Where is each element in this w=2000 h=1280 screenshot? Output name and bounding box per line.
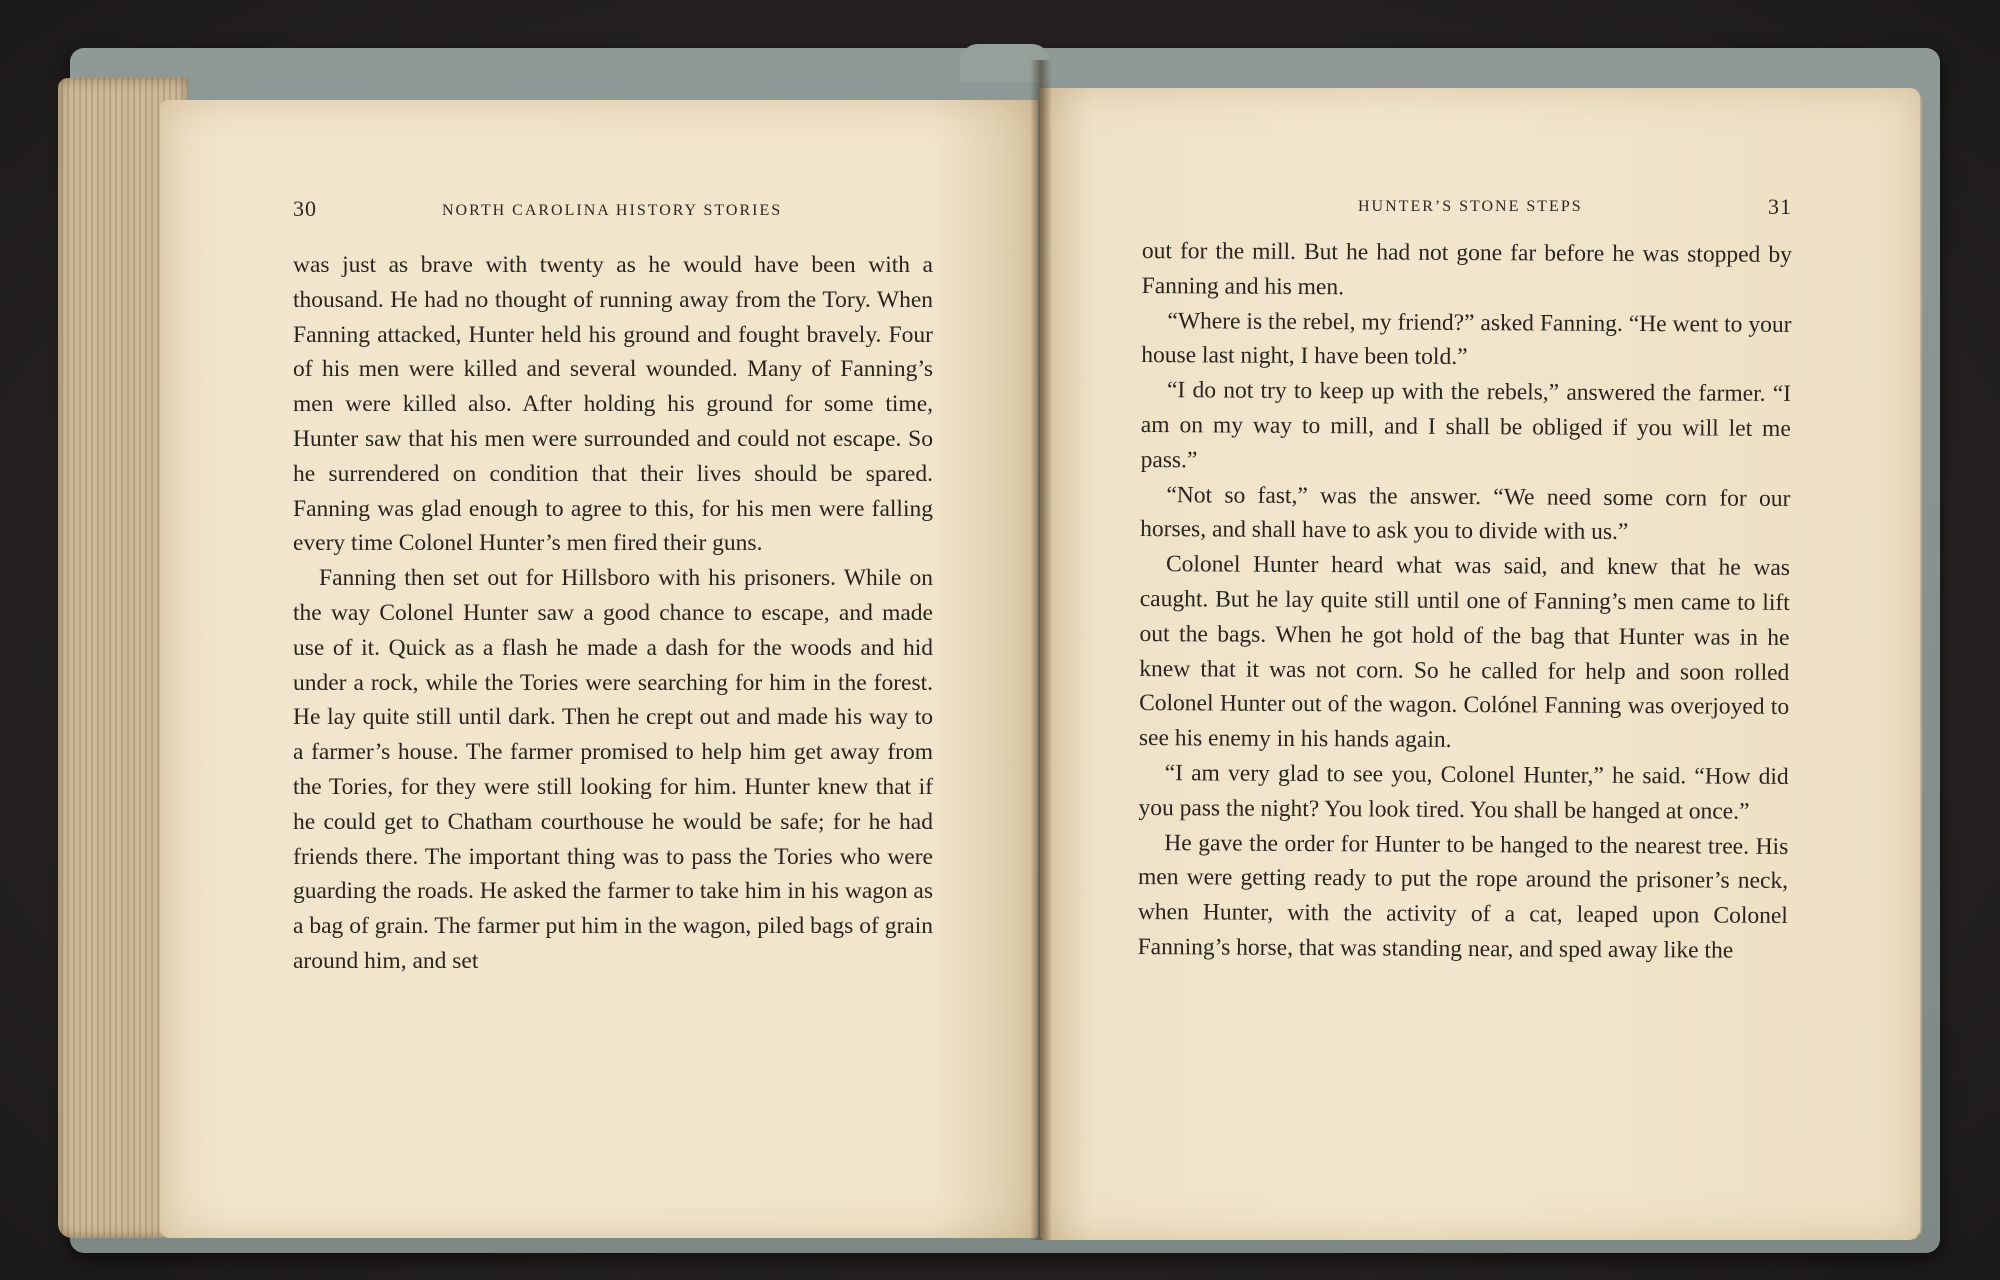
right-paragraph: He gave the order for Hunter to be hanged to the nearest tree. His men were getting ready to put the rope around the prisoner’s neck, when Hunter, with the activity of a cat, leaped upon Colonel Fanning’s horse, that was standing near, and sped away like the [1137, 829, 1789, 964]
right-page [1040, 88, 1920, 1240]
right-paragraph: “Not so fast,” was the answer. “We need some corn for our horses, and shall have to ask you to divide with us.” [1140, 481, 1791, 546]
left-page [160, 100, 1038, 1238]
book-gutter [1030, 60, 1052, 1240]
right-paragraph: “I do not try to keep up with the rebels,” answered the farmer. “I am on my way to mill, and I shall be obliged if you will let me pass.” [1140, 377, 1792, 474]
right-paragraph: “Where is the rebel, my friend?” asked Fanning. “He went to your house last night, I have been told.” [1141, 307, 1792, 371]
left-page-number: 30 [293, 196, 317, 221]
left-paragraph: Fanning then set out for Hillsboro with his prisoners. While on the way Colonel Hunter saw a good chance to escape, and made use of it. Quick as a flash he made a dash for the woods and hid under a rock, while the Tories were searching for him in the forest. He lay quite still until dark. Then he crept out and made his way to a farmer’s house. The farmer promised to help him get away from the Tories, for they were still looking for him. Hunter knew that if he could get to Chatham courthouse he would be safe; for he had friends there. The important thing was to pass the Tories who were guarding the roads. He asked the farmer to take him in his wagon as a bag of grain. The farmer put him in the wagon, piled bags of grain around him, and set [293, 565, 933, 974]
right-paragraph: Colonel Hunter heard what was said, and knew that he was caught. But he lay quite still until one of Fanning’s men came to lift out the bags. When he got hold of the bag that Hunter was in he knew that it was not corn. So he called for help and soon rolled Colonel Hunter out of the wagon. Colónel Fanning was overjoyed to see his enemy in his hands again. [1138, 551, 1791, 754]
left-paragraph: was just as brave with twenty as he would have been with a thousand. He had no thought of running away from the Tory. When Fanning attacked, Hunter held his ground and fought bravely. Four of his men were killed and several wounded. Many of Fanning’s men were killed also. After holding his ground for some time, Hunter saw that his men were surrounded and could not escape. So he surrendered on condition that their lives should be spared. Fanning was glad enough to agree to this, for his men were falling every time Colonel Hunter’s men fired their guns. [293, 252, 933, 557]
left-page-body [293, 248, 933, 979]
right-running-head: HUNTER’S STONE STEPS [1358, 198, 1583, 215]
left-running-head: NORTH CAROLINA HISTORY STORIES [442, 202, 783, 219]
right-paragraph: out for the mill. But he had not gone far before he was stopped by Fanning and his men. [1141, 237, 1792, 301]
right-page-number: 31 [1768, 194, 1792, 219]
right-paragraph: “I am very glad to see you, Colonel Hunter,” he said. “How did you pass the night? You look tired. You shall be hanged at once.” [1138, 760, 1789, 825]
right-page-body [1138, 234, 1792, 969]
